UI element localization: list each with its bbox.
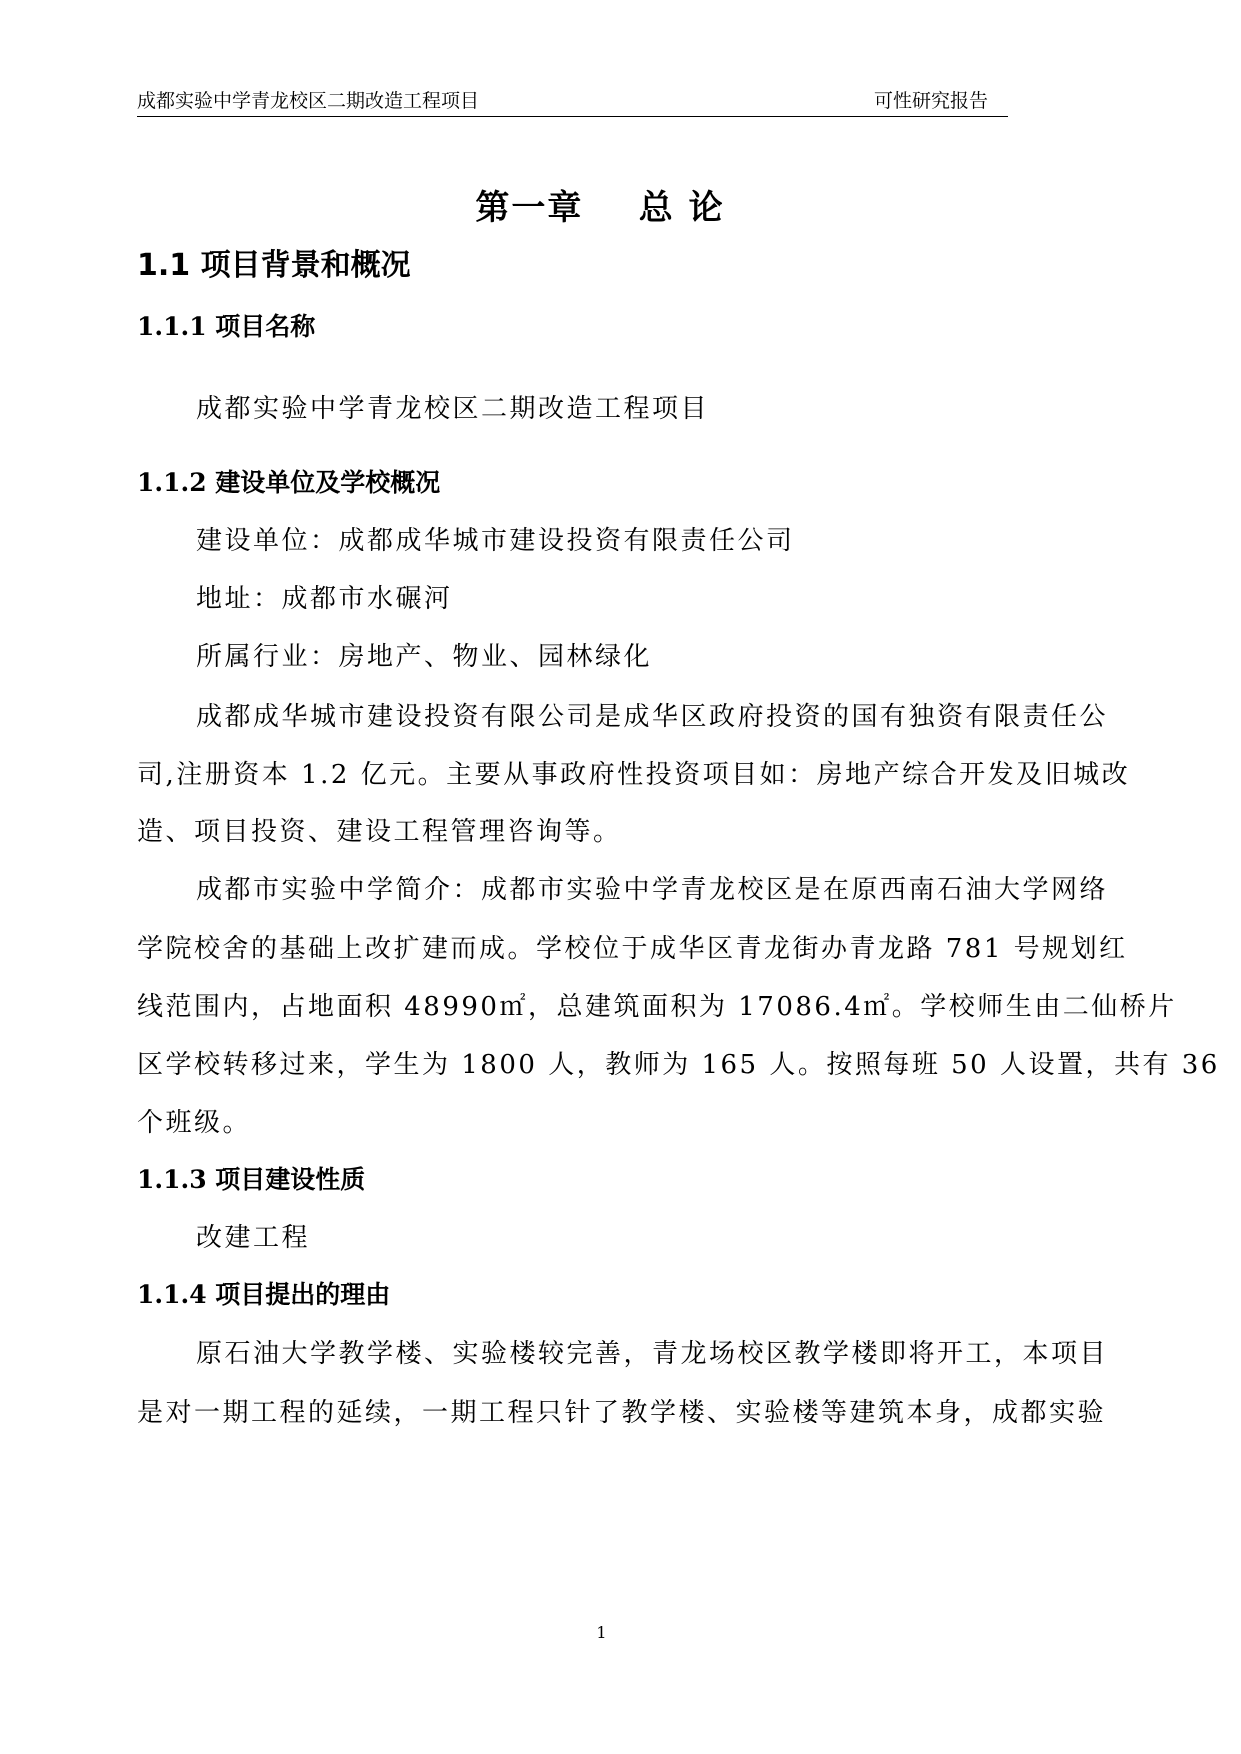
company-paragraph-line: 造、项目投资、建设工程管理咨询等。 — [137, 817, 622, 847]
section-heading-1-1: 1.1 项目背景和概况 — [137, 248, 411, 283]
subsection-heading-1-1-2: 1.1.2 建设单位及学校概况 — [137, 468, 441, 497]
reason-paragraph-line: 原石油大学教学楼、实验楼较完善，青龙场校区教学楼即将开工，本项目 — [196, 1339, 1109, 1369]
subsection-heading-1-1-3: 1.1.3 项目建设性质 — [137, 1165, 366, 1194]
header-report-type: 可性研究报告 — [873, 90, 988, 112]
school-paragraph-line: 学院校舍的基础上改扩建而成。学校位于成华区青龙街办青龙路 781 号规划红 — [137, 934, 1128, 964]
industry-line: 所属行业：房地产、物业、园林绿化 — [196, 642, 653, 672]
subsection-heading-1-1-1: 1.1.1 项目名称 — [137, 312, 316, 341]
reason-paragraph-line: 是对一期工程的延续，一期工程只针了教学楼、实验楼等建筑本身，成都实验 — [137, 1398, 1107, 1428]
page-number: 1 — [596, 1623, 607, 1642]
company-paragraph-line: 成都成华城市建设投资有限公司是成华区政府投资的国有独资有限责任公 — [196, 702, 1109, 732]
school-paragraph-line: 个班级。 — [137, 1108, 252, 1138]
chapter-title: 第一章 总 论 — [475, 188, 725, 228]
school-paragraph-line: 成都市实验中学简介：成都市实验中学青龙校区是在原西南石油大学网络 — [196, 875, 1109, 905]
subsection-heading-1-1-4: 1.1.4 项目提出的理由 — [137, 1280, 391, 1309]
page-header — [137, 88, 1008, 117]
company-paragraph-line: 司,注册资本 1.2 亿元。主要从事政府性投资项目如：房地产综合开发及旧城改 — [137, 760, 1131, 790]
school-paragraph-line: 区学校转移过来，学生为 1800 人，教师为 165 人。按照每班 50 人设置，共有 36 — [137, 1050, 1220, 1080]
header-project-title: 成都实验中学青龙校区二期改造工程项目 — [137, 90, 480, 112]
address-line: 地址：成都市水碾河 — [196, 584, 453, 614]
project-name-text: 成都实验中学青龙校区二期改造工程项目 — [196, 394, 710, 424]
construction-unit-line: 建设单位：成都成华城市建设投资有限责任公司 — [196, 526, 795, 556]
construction-nature-text: 改建工程 — [196, 1223, 311, 1253]
school-paragraph-line: 线范围内，占地面积 48990㎡，总建筑面积为 17086.4㎡。学校师生由二仙桥片 — [137, 992, 1177, 1022]
